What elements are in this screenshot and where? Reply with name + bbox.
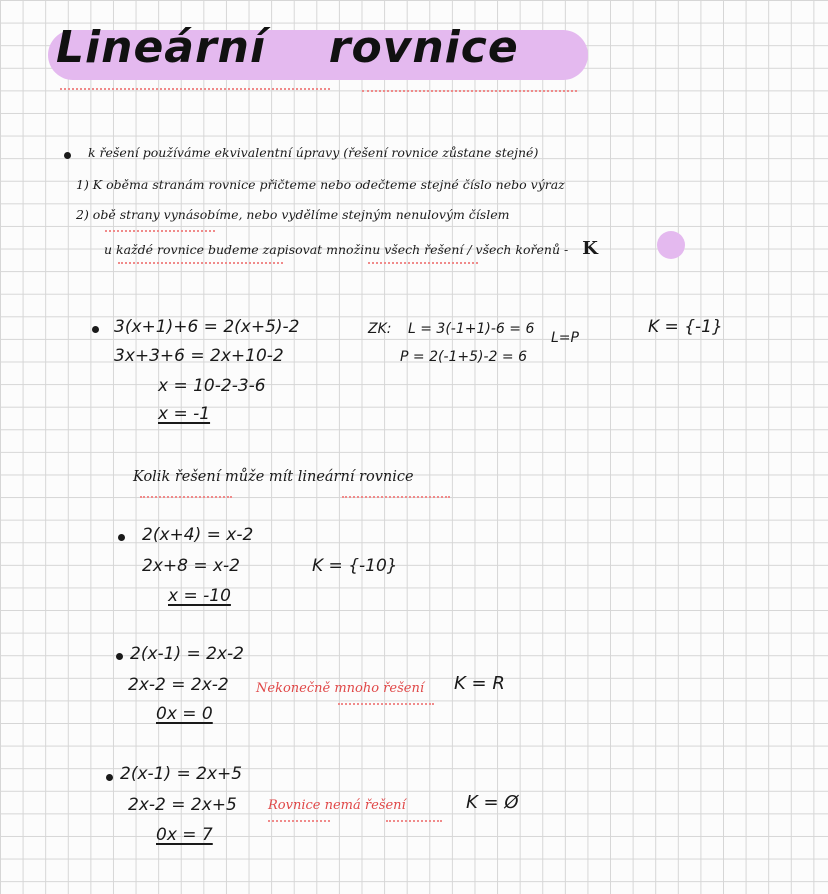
question-underline-2: [342, 496, 450, 498]
title-word-1: Lineární: [56, 22, 267, 73]
bullet: [118, 534, 125, 541]
question-underline-1: [140, 496, 232, 498]
bullet: [106, 774, 113, 781]
case1-line-1: 2(x+4) = x-2: [142, 525, 254, 545]
case2-line-2: 2x-2 = 2x-2: [128, 675, 229, 695]
bullet: [92, 326, 99, 333]
check-right: P = 2(-1+5)-2 = 6: [400, 349, 527, 365]
page-title: [56, 22, 519, 73]
example1-line-3: x = 10-2-3-6: [158, 376, 266, 396]
case1-solution: K = {-10}: [312, 556, 398, 576]
case1-line-3: x = -10: [168, 586, 231, 606]
rule-1: 1) K oběma stranám rovnice přičteme nebo odečteme stejné číslo nebo výraz: [76, 177, 565, 192]
rule-3: [104, 238, 598, 259]
case3-note-underline-2: [386, 820, 442, 822]
example1-line-1: 3(x+1)+6 = 2(x+5)-2: [114, 317, 300, 337]
check-label: ZK:: [368, 321, 392, 337]
case3-line-2: 2x-2 = 2x+5: [128, 795, 237, 815]
case2-solution: K = R: [454, 673, 505, 694]
k-symbol: K: [582, 238, 598, 259]
case2-line-1: 2(x-1) = 2x-2: [130, 644, 244, 664]
case2-line-3: 0x = 0: [156, 704, 213, 724]
rule-intro: k řešení používáme ekvivalentní úpravy (řešení rovnice zůstane stejné): [88, 145, 539, 160]
bullet: [64, 152, 71, 159]
rule-2: 2) obě strany vynásobíme, nebo vydělíme stejným nenulovým číslem: [76, 207, 510, 222]
example1-line-2: 3x+3+6 = 2x+10-2: [114, 346, 284, 366]
bullet: [116, 653, 123, 660]
rule-3-underline: [118, 262, 283, 264]
case2-note-underline: [338, 703, 434, 705]
k-highlight: [657, 231, 685, 259]
case1-line-2: 2x+8 = x-2: [142, 556, 240, 576]
check-left: L = 3(-1+1)-6 = 6: [408, 321, 535, 337]
case3-line-1: 2(x-1) = 2x+5: [120, 764, 243, 784]
title-underline-1: [60, 88, 330, 90]
check-result: L=P: [551, 330, 579, 346]
title-word-2: rovnice: [328, 22, 519, 73]
rule-3-text: u každé rovnice budeme zapisovat množinu všech řešení / všech kořenů -: [104, 242, 569, 257]
rule-3-underline-2: [368, 262, 478, 264]
case3-note-underline-1: [268, 820, 330, 822]
question-text: Kolik řešení může mít lineární rovnice: [133, 469, 414, 485]
example1-line-4: x = -1: [158, 404, 211, 424]
case3-solution: K = Ø: [466, 792, 519, 813]
rule-2-underline: [105, 230, 215, 232]
case3-line-3: 0x = 7: [156, 825, 213, 845]
example1-solution: K = {-1}: [648, 317, 723, 337]
title-underline-2: [362, 90, 577, 92]
case3-note: Rovnice nemá řešení: [268, 798, 406, 813]
case2-note: Nekonečně mnoho řešení: [256, 681, 424, 696]
